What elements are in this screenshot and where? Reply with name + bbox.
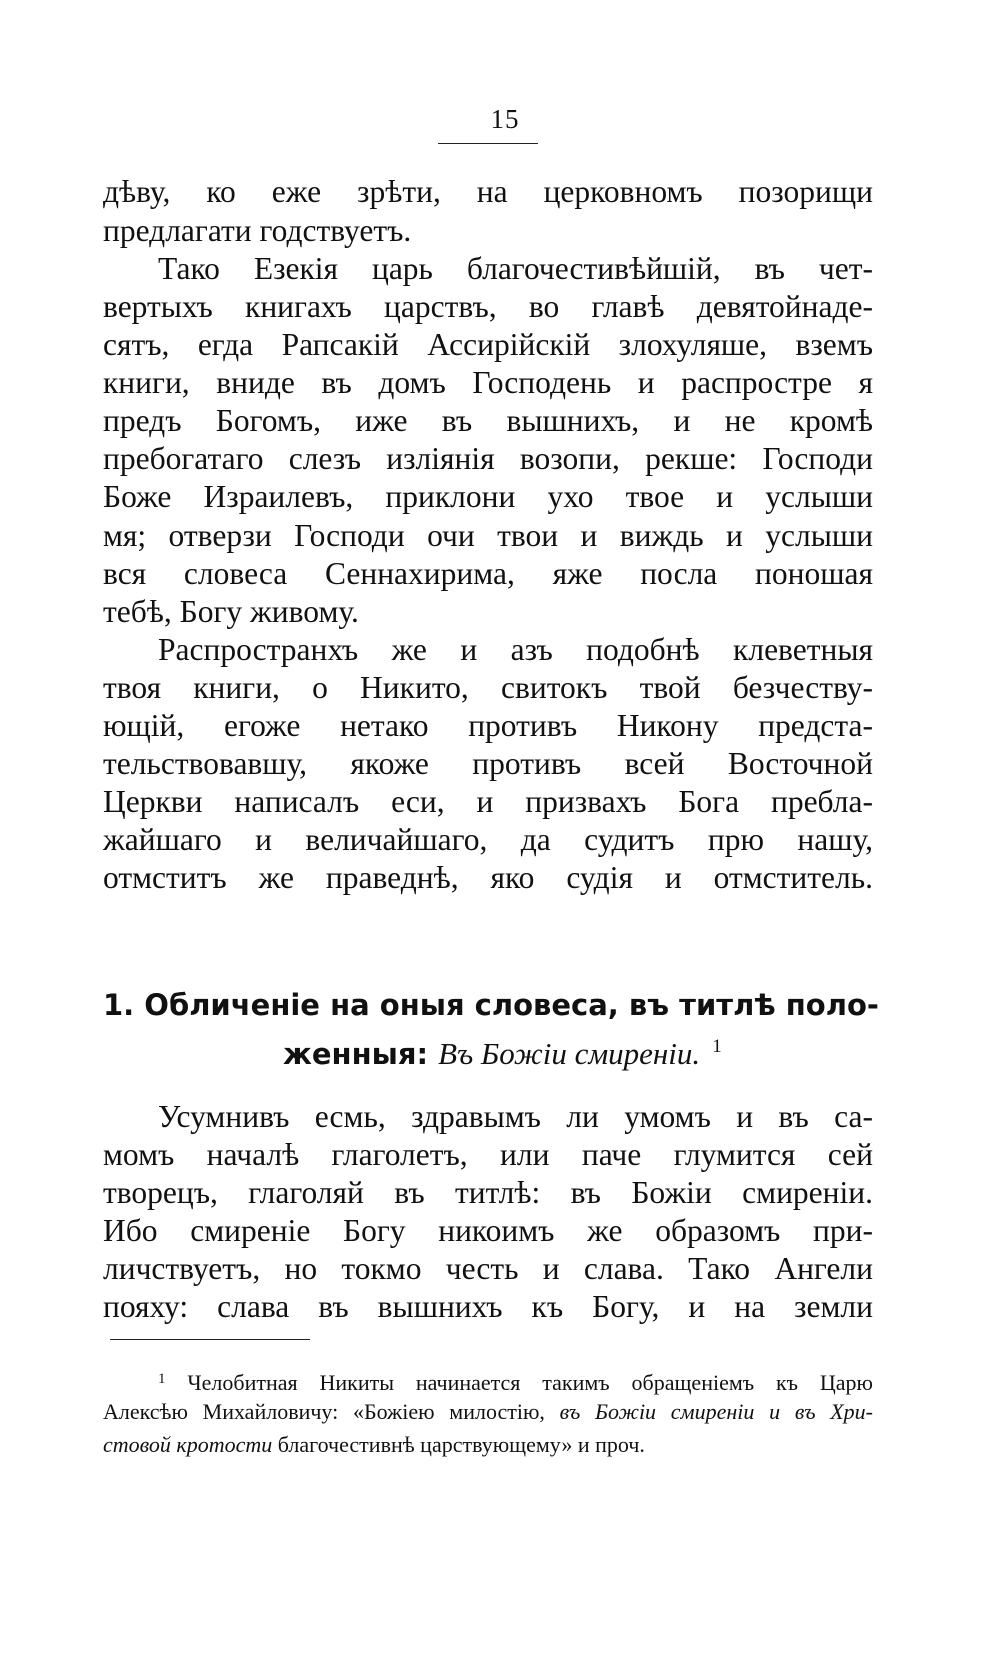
footnote-text: Алексѣю Михайловичу: «Божіею милостію, [103,1399,560,1424]
text-line: тельствовавшу, якоже противъ всей Восточной [103,746,873,781]
text-line: мя; отверзи Господи очи твои и виждь и услыши [103,518,873,553]
text-line: жайшаго и величайшаго, да судитъ прю нашу, [103,822,873,857]
footnote-line-1 [158,1364,873,1394]
text-line: Церкви написалъ еси, и призвахъ Бога пребла- [103,784,873,819]
text-line: твоя книги, о Никито, свитокъ твой безчеству- [103,670,873,705]
text-line: ющій, егоже нетако противъ Никону предста- [103,708,873,743]
text-line: вертыхъ книгахъ царствъ, во главѣ девятойнаде- [103,289,873,324]
heading-plain-text: женныя: [283,1037,439,1071]
text-line: пояху: слава въ вышнихъ къ Богу, и на земли [103,1289,873,1324]
text-line: Ибо смиреніе Богу никоимъ же образомъ при- [103,1213,873,1248]
page-number-rule [438,143,538,144]
footnote-text: Челобитная Никиты начинается такимъ обращеніемъ къ Царю [187,1370,873,1395]
heading-italic-title: Въ Божіи смиреніи. [438,1036,701,1071]
text-line: момъ началѣ глаголетъ, или паче глумится сей [103,1137,873,1172]
text-line: Боже Израилевъ, приклони ухо твое и услыши [103,479,873,514]
text-line: дѣву, ко еже зрѣти, на церковномъ позорищи [103,174,873,209]
text-line: тебѣ, Богу живому. [103,594,359,629]
text-line: пребогатаго слезъ изліянія возопи, рекше: Господи [103,441,873,476]
text-line: книги, вниде въ домъ Господень и распростре я [103,365,873,400]
footnote-line-3 [103,1430,873,1460]
section-heading-line-1: 1. Обличеніе на оныя словеса, въ титлѣ поло- [103,988,879,1022]
text-line: сятъ, егда Рапсакій Ассирійскій злохуляше, вземъ [103,327,873,362]
text-line: предлагати годствуетъ. [103,213,412,248]
text-line: творецъ, глаголяй въ титлѣ: въ Божіи смиреніи. [103,1175,873,1210]
text-line: личствуетъ, но токмо честь и слава. Тако Ангели [103,1251,873,1286]
text-line: вся словеса Сеннахирима, яже посла поношая [103,556,873,591]
text-line: предъ Богомъ, иже въ вышнихъ, и не кромѣ [103,403,873,438]
footnote-line-2 [103,1397,873,1427]
text-line: Усумнивъ есмь, здравымъ ли умомъ и въ са- [158,1099,873,1134]
page-number: 15 [490,104,520,134]
footnote-text: благочестивнѣ царствующему» и проч. [272,1432,645,1457]
section-heading-line-2 [283,1027,722,1074]
footnote-reference[interactable]: 1 [712,1036,722,1057]
footnote-rule [110,1339,310,1340]
footnote-marker: 1 [158,1371,166,1387]
text-line: Тако Езекія царь благочестивѣйшій, въ чет- [158,251,873,286]
footnote-italic-text: въ Божіи смиреніи и въ Хри- [559,1399,873,1424]
text-line: Распространхъ же и азъ подобнѣ клеветныя [158,632,873,667]
text-line: отмститъ же праведнѣ, яко судія и отмститель. [103,860,873,895]
footnote-italic-text: стовой кротости [103,1432,273,1457]
